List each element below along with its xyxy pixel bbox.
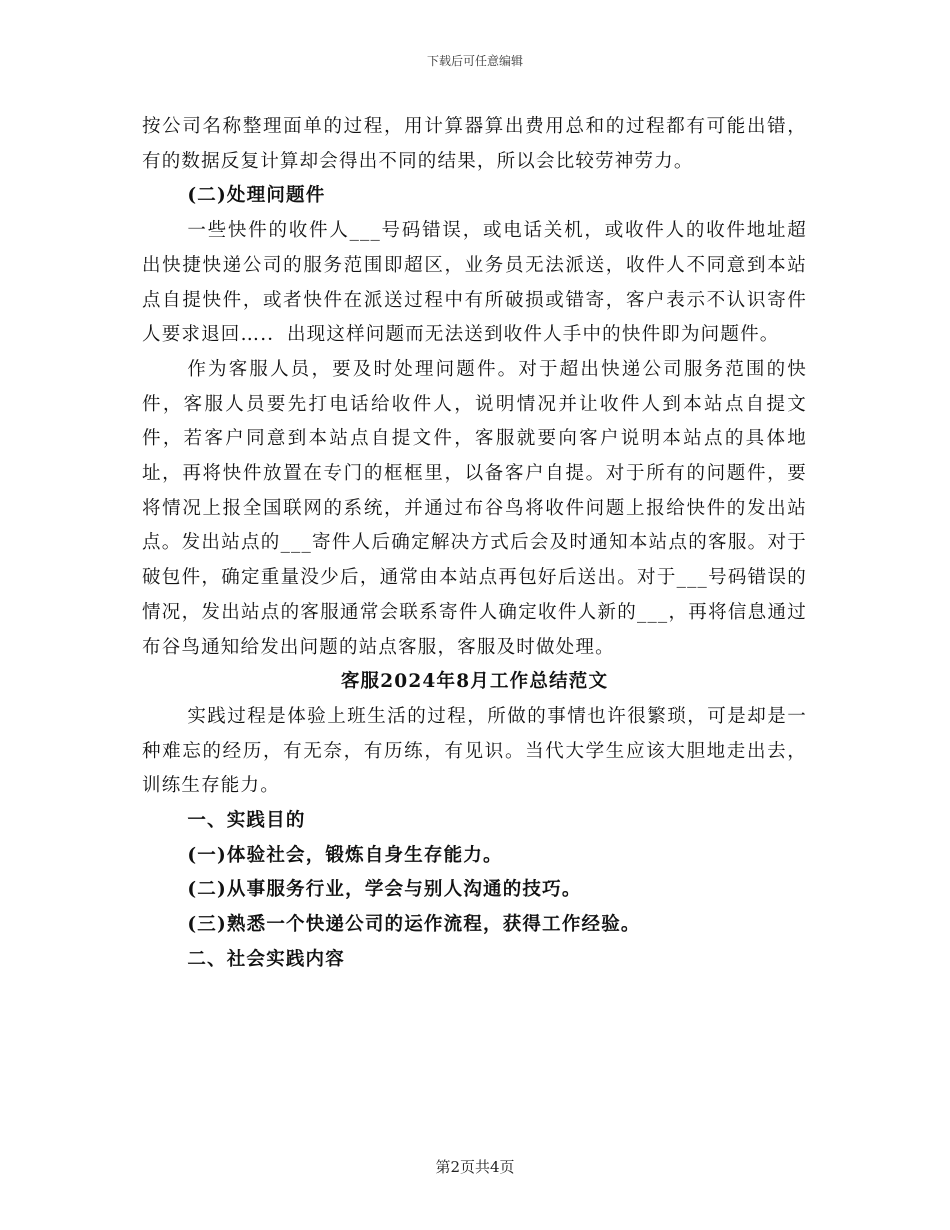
list-item: (三)熟悉一个快递公司的运作流程，获得工作经验。 [187,914,641,936]
list-item: (二)从事服务行业，学会与别人沟通的技巧。 [187,879,582,901]
document-body [142,110,807,978]
page-header: 下载后可任意编辑 [426,54,523,68]
section-heading: 一、实践目的 [187,810,306,832]
page-footer: 第2页共4页 [435,1158,515,1176]
paragraph: 按公司名称整理面单的过程，用计算器算出费用总和的过程都有可能出错，有的数据反复计算却会得出不同的结果，所以会比较劳神劳力。 [142,116,807,172]
list-item: (一)体验社会，锻炼自身生存能力。 [187,844,503,866]
document-title: 客服2024年8月工作总结范文 [340,671,609,693]
section-heading: (二)处理问题件 [187,185,326,207]
paragraph: 实践过程是体验上班生活的过程，所做的事情也许很繁琐，可是却是一种难忘的经历，有无奈，有历练，有见识。当代大学生应该大胆地走出去，训练生存能力。 [142,705,807,797]
paragraph: 一些快件的收件人___号码错误，或电话关机，或收件人的收件地址超出快捷快递公司的服务范围即超区，业务员无法派送，收件人不同意到本站点自提快件，或者快件在派送过程中有所破损或错寄，客户表示不认识寄件人要求退回….．出现这样问题而无法送到收件人手中的快件即为问题件。 [142,220,807,346]
section-heading: 二、社会实践内容 [187,948,345,970]
paragraph: 作为客服人员，要及时处理问题件。对于超出快递公司服务范围的快件，客服人员要先打电话给收件人，说明情况并让收件人到本站点自提文件，若客户同意到本站点自提文件，客服就要向客户说明本站点的具体地址，再将快件放置在专门的框框里，以备客户自提。对于所有的问题件，要将情况上报全国联网的系统，并通过布谷鸟将收件问题上报给快件的发出站点。发出站点的___寄件人后确定解决方式后会及时通知本站点的客服。对于破包件，确定重量没少后，通常由本站点再包好后送出。对于___号码错误的情况，发出站点的客服通常会联系寄件人确定收件人新的___，再将信息通过布谷鸟通知给发出问题的站点客服，客服及时做处理。 [142,358,807,658]
